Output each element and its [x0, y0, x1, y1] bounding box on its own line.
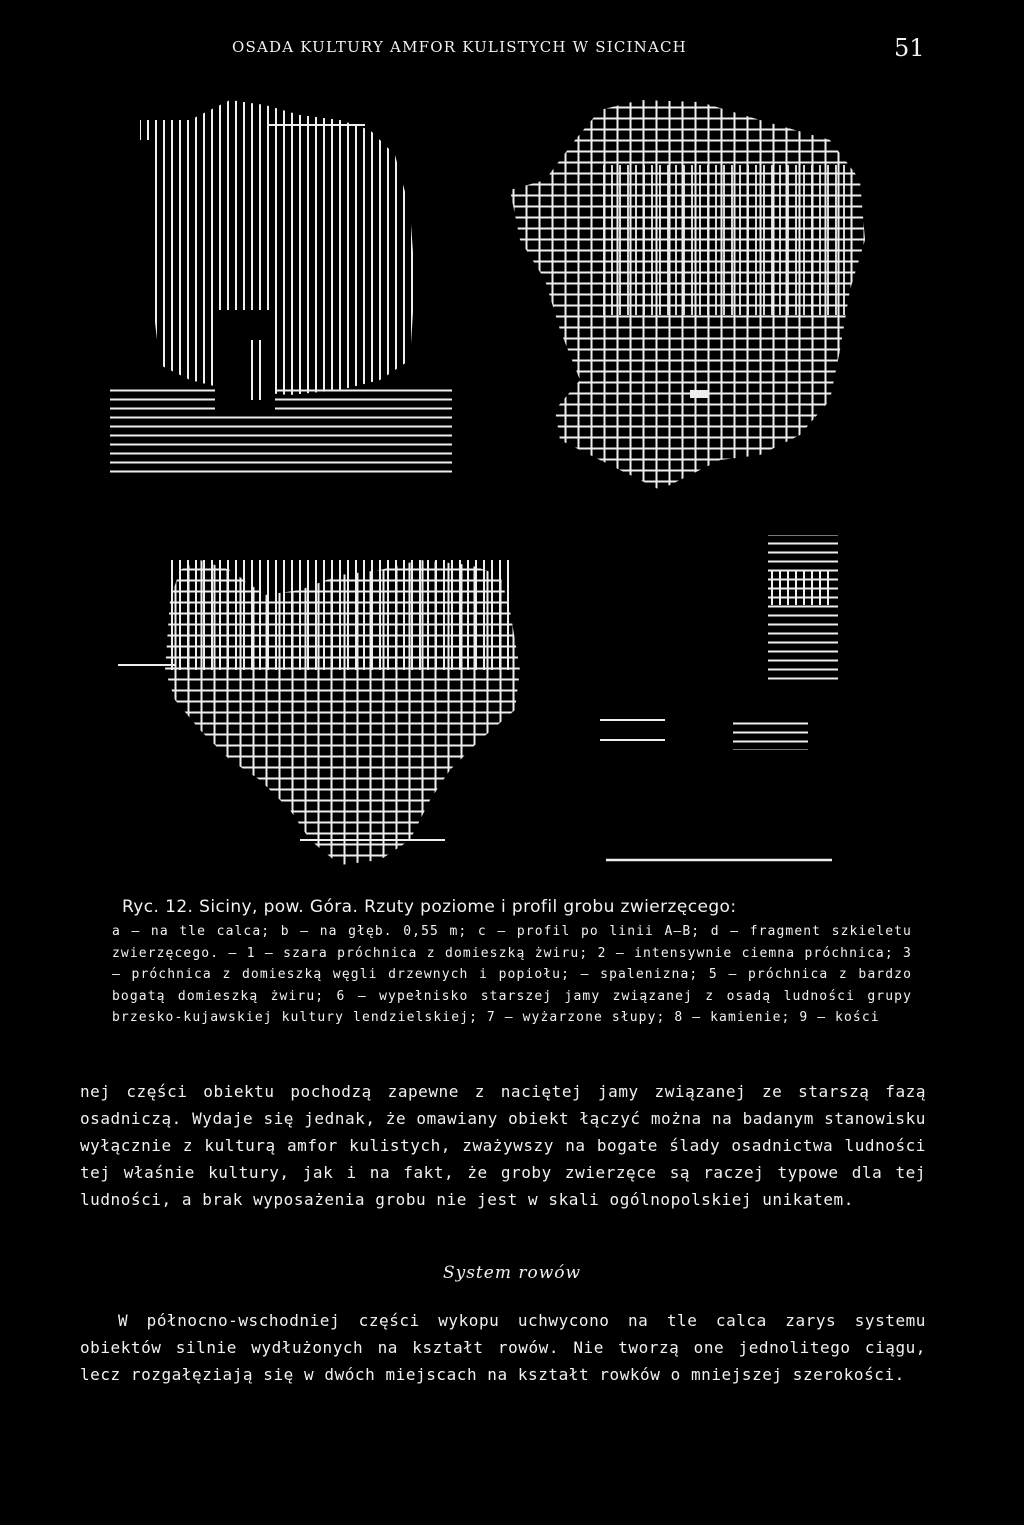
page-header	[0, 34, 1024, 74]
caption-title: Ryc. 12. Siciny, pow. Góra. Rzuty poziome i profil grobu zwierzęcego:	[122, 897, 737, 917]
figure-caption	[112, 893, 912, 1029]
profile-c	[118, 560, 520, 865]
fragment-d	[600, 535, 838, 860]
caption-body: a — na tle calca; b — na głęb. 0,55 m; c — profil po linii A—B; d — fragment szkieletu zwierzęcego. — 1 — szara próchnica z domieszką żwiru; 2 — intensywnie ciemna próchnica; 3 — próchnica z domieszką węgli drzewnych i popiołu; — spalenizna; 5 — próchnica z bardzo bogatą domieszką żwiru; 6 — wypełnisko starszej jamy związanej z osadą ludności grupy brzesko-kujawskiej kultury lendzielskiej; 7 — wyżarzone słupy; 8 — kamienie; 9 — kości	[112, 924, 912, 1025]
figure-drawing	[0, 80, 1024, 890]
plan-b	[510, 100, 865, 490]
section-heading: System rowów	[442, 1263, 582, 1283]
figure-plans-and-profile	[0, 80, 1024, 890]
running-title: OSADA KULTURY AMFOR KULISTYCH W SICINACH	[232, 38, 687, 56]
plan-a	[110, 100, 452, 475]
page-number: 51	[894, 34, 925, 62]
body-paragraph-1: nej części obiektu pochodzą zapewne z naciętej jamy związanej ze starszą fazą osadniczą. Wydaje się jednak, że omawiany obiekt łączyć można na badanym stanowisku wyłącznie z kulturą amfor kulistych, zważywszy na bogate ślady osadnictwa ludności tej właśnie kultury, jak i na fakt, że groby zwierzęce są raczej typowe dla tej ludności, a brak wyposażenia grobu nie jest w skali ogólnopolskiej unikatem.	[80, 1082, 926, 1209]
body-paragraph-2: W północno-wschodniej części wykopu uchwycono na tle calca zarys systemu obiektów silnie wydłużonych na kształt rowów. Nie tworzą one jednolitego ciągu, lecz rozgałęziają się w dwóch miejscach na kształt rowków o mniejszej szerokości.	[80, 1311, 926, 1384]
